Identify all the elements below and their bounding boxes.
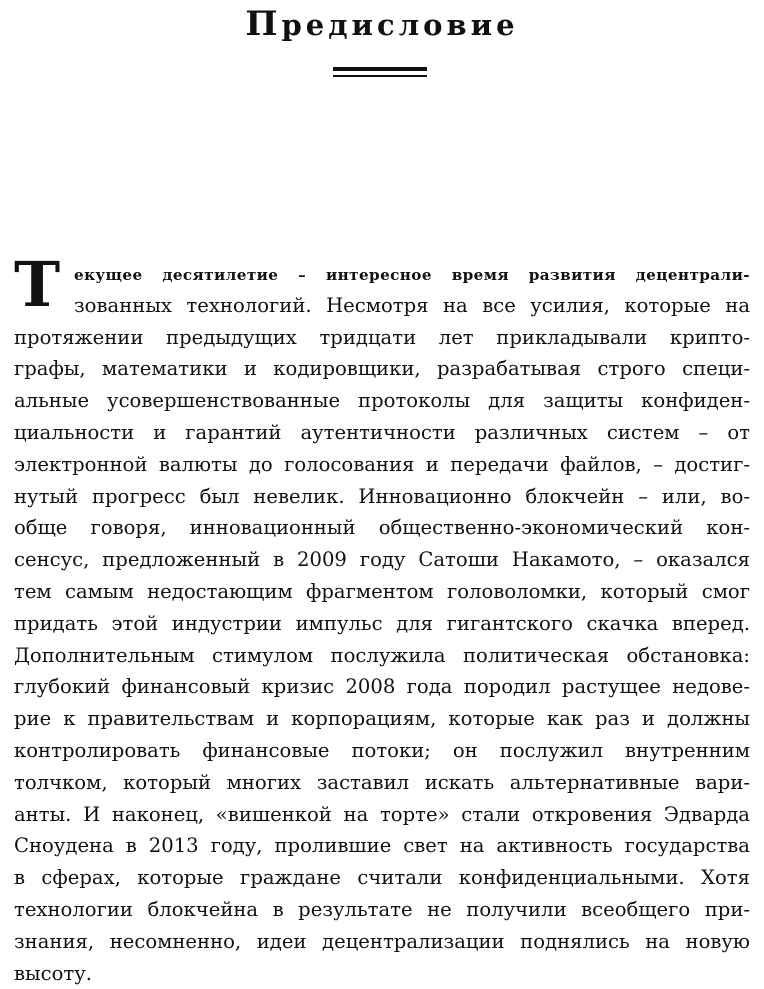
text-line: сенсус, предложенный в 2009 году Сатоши Накамото, – оказался [14,548,750,572]
preface-body [14,248,750,989]
title-initial: П [245,4,282,44]
lead-line [14,258,750,290]
text-line: обще говоря, инновационный общественно-экономический кон- [14,516,750,540]
text-line: тем самым недостающим фрагментом головоломки, который смог [14,579,750,603]
text-line: рие к правительствам и корпорациям, которые как раз и должны [14,707,750,731]
text-line: альные усовершенствованные протоколы для защиты конфиден- [14,389,750,413]
title-rule-thick [333,67,427,71]
text-line: высоту. [14,961,92,985]
title-rest: редисловие [281,8,519,42]
text-line: придать этой индустрии импульс для гигантского скачка вперед. [14,611,750,635]
text-line: протяжении предыдущих тридцати лет прикладывали крипто- [14,325,750,349]
text-line: Дополнительным стимулом послужила политическая обстановка: [14,643,750,667]
text-line: контролировать финансовые потоки; он послужил внутренним [14,738,750,762]
text-line: Сноудена в 2013 году, пролившие свет на активность государства [14,834,750,858]
text-line: нутый прогресс был невелик. Инновационно блокчейн – или, во- [14,484,750,508]
lead-smallcaps: екущее десятилетие – интересное время развития децентрали- [74,266,750,284]
text-line: электронной валюты до голосования и передачи файлов, – достиг- [14,452,750,476]
text-line: знания, несомненно, идеи децентрализации поднялись на новую [14,929,750,953]
drop-cap: Т [14,248,61,321]
text-line: толчком, который многих заставил искать альтернативные вари- [14,770,750,794]
title-rule-thin [333,75,427,77]
text-line: глубокий финансовый кризис 2008 года породил растущее недове- [14,675,750,699]
text-line: анты. И наконец, «вишенкой на торте» стали откровения Эдварда [14,802,750,826]
text-line: технологии блокчейна в результате не получили всеобщего при- [14,897,750,921]
page-title [0,4,764,45]
text-line: в сферах, которые граждане считали конфиденциальными. Хотя [14,866,750,890]
text-line: графы, математики и кодировщики, разрабатывая строго специ- [14,357,750,381]
text-line: зованных технологий. Несмотря на все усилия, которые на [74,293,750,317]
text-line: циальности и гарантий аутентичности различных систем – от [14,420,750,444]
